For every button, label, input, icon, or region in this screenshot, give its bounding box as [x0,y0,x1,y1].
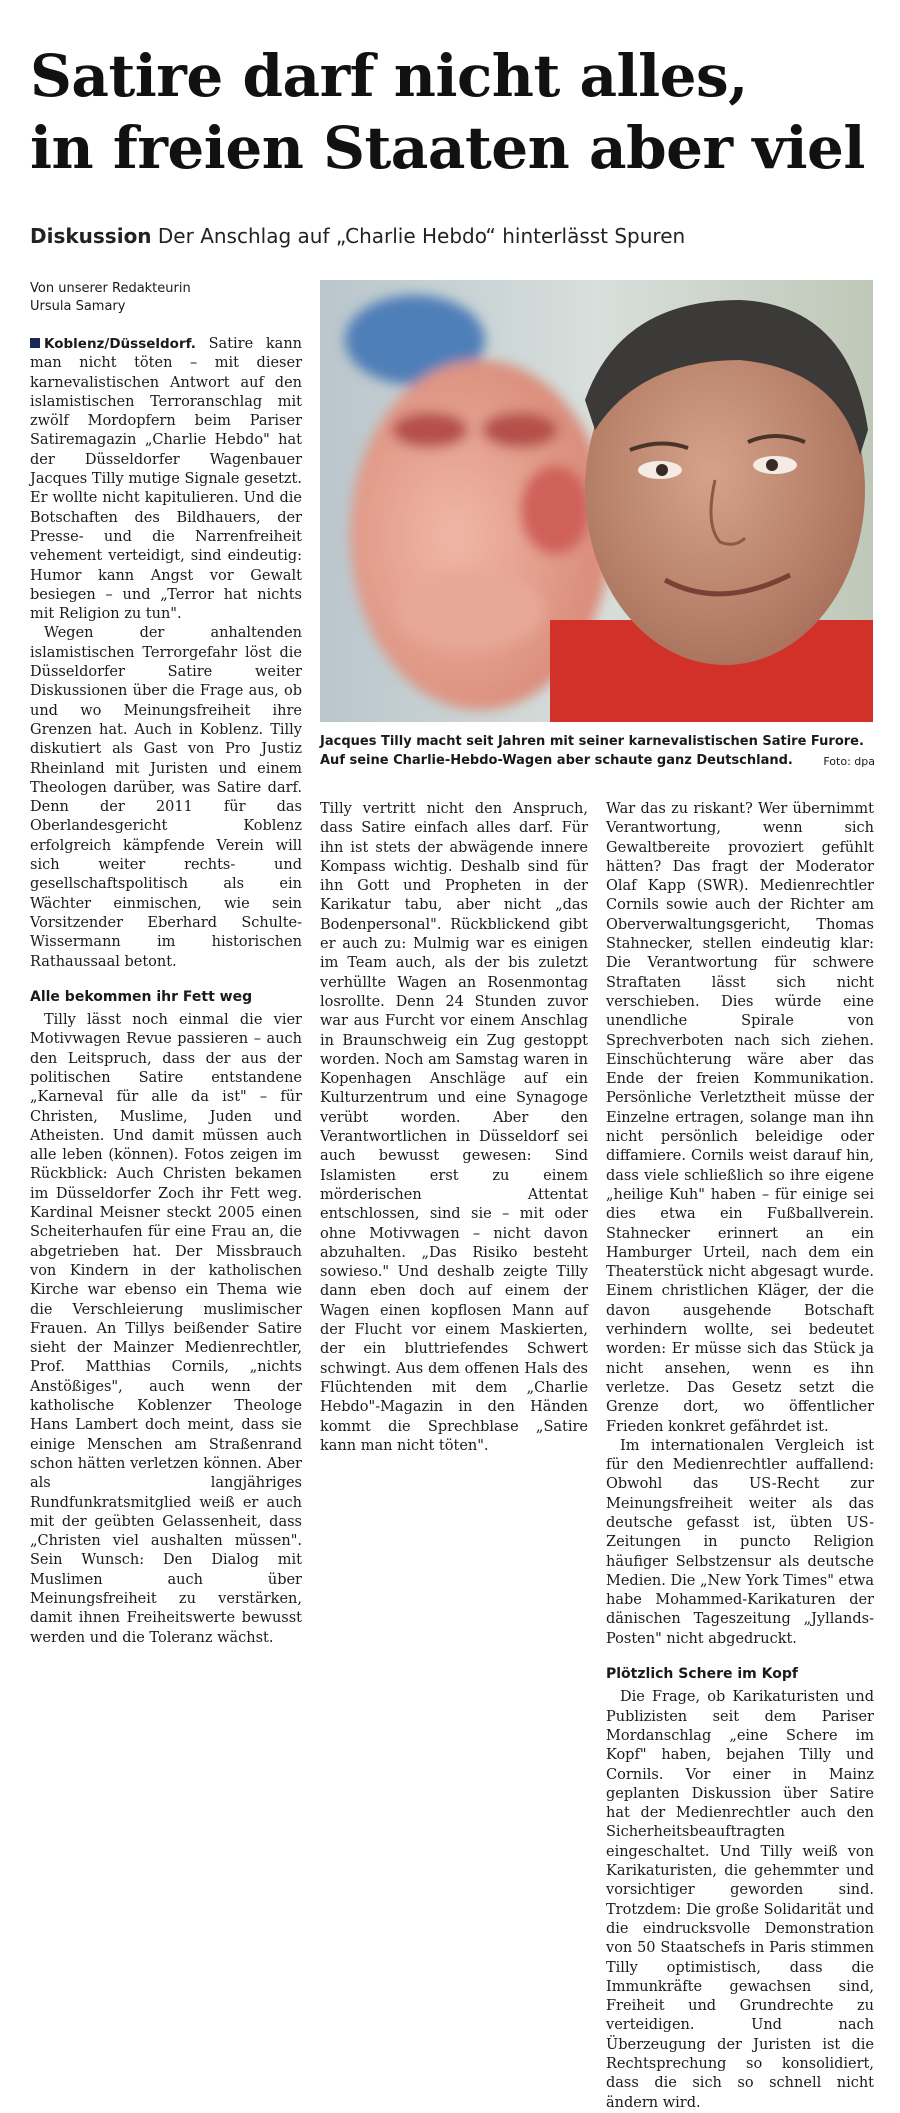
caption-line-2 [320,751,875,770]
headline-line-2: in freien Staaten aber viel [30,114,865,182]
article-column-2 [320,800,588,1456]
byline-author: Ursula Samary [30,299,126,314]
kicker: Diskussion [30,224,152,248]
byline [30,280,300,316]
article-column-1 [30,335,302,1648]
paragraph-6: Im internationalen Vergleich ist für den Medienrechtler auffallend: Obwohl das US-Recht zur Meinungsfreiheit weiter als das deutsche gefasst ist, übten US-Zeitungen in puncto Religion häufiger Selbstzensur als deutsche Medien. Die „New York Times" etwa habe Mohammed-Karikaturen der dänischen Tageszeitung „Jyllands-Posten" nicht abgedruckt. [606,1437,874,1647]
subheadline [30,224,880,248]
photo-credit: Foto: dpa [823,755,875,768]
lead-text: Satire kann man nicht töten – mit dieser karnevalistischen Antwort auf den islamistischen Terroranschlag mit zwölf Mordopfern beim Pariser Satiremagazin „Charlie Hebdo" hat der Düsseldorfer Wagenbauer Jacques Tilly mutige Signale gesetzt. Er wollte nicht kapitulieren. Und die Botschaften des Bildhauers, der Presse- und die Narrenfreiheit vehement verteidigt, sind eindeutig: Humor kann Angst vor Gewalt besiegen – und „Terror hat nichts mit Religion zu tun". [30,336,302,623]
lead-paragraph [30,335,302,624]
photo-caption [320,732,875,771]
byline-line-1: Von unserer Redakteurin [30,281,191,296]
paragraph-5: War das zu riskant? Wer übernimmt Verantwortung, wenn sich Gewaltbereite provoziert gefühlt hätten? Das fragt der Moderator Olaf Kapp (SWR). Medienrechtler Cornils sowie auch der Richter am Oberverwaltungsgericht, Thomas Stahnecker, stellen eindeutig klar: Die Verantwortung für schwere Straftaten lässt sich nicht verschieben. Dies würde eine unendliche Spirale von Sprechverboten nach sich ziehen. Einschüchterung wäre aber das Ende der freien Kommunikation. Persönliche Verletztheit müsse der Einzelne ertragen, solange man ihn nicht persönlich beleidige oder diffamiere. Cornils weist darauf hin, dass viele schließlich so ihre eigene „heilige Kuh" haben – für einige sei dies etwa ein Fußballverein. Stahnecker erinnert an ein Hamburger Urteil, nach dem ein Theaterstück nicht abgesagt wurde. Einem christlichen Kläger, der die davon ausgehende Botschaft verhindern wollte, sei bedeutet worden: Er müsse sich das Stück ja nicht ansehen, wenn es ihn verletze. Das Gesetz setzt die Grenze dort, wo öffentlicher Frieden konkret gefährdet ist. [606,801,874,1435]
subheading-2: Plötzlich Schere im Kopf [606,1666,798,1683]
paragraph-3: Tilly lässt noch einmal die vier Motivwagen Revue passieren – auch den Leitspruch, dass der aus der politischen Satire entstandene „Karneval für alle da ist" – für Christen, Muslime, Juden und Atheisten. Und damit müssen auch alle leben (können). Fotos zeigen im Rückblick: Auch Christen bekamen im Düsseldorfer Zoch ihr Fett weg. Kardinal Meisner steckt 2005 einen Scheiterhaufen für eine Frau an, die abgetrieben hat. Der Missbrauch von Kindern in der katholischen Kirche war ebenso ein Thema wie die Verschleierung muslimischer Frauen. An Tillys beißender Satire sieht der Mainzer Medienrechtler, Prof. Matthias Cornils, „nichts Anstößiges", auch wenn der katholische Koblenzer Theologe Hans Lambert doch meint, dass sie einige Menschen am Straßenrand schon hätten verletzen können. Aber als langjähriges Rundfunkratsmitglied weiß er auch mit der geübten Gelassenheit, dass „Christen viel aushalten müssen". Sein Wunsch: Den Dialog mit Muslimen auch über Meinungsfreiheit zu verstärken, damit ihnen Freiheitswerte bewusst werden und die Toleranz wächst. [30,1012,302,1646]
caption-line-1: Jacques Tilly macht seit Jahren mit seiner karnevalistischen Satire Furore. [320,734,864,749]
photo-illustration [320,280,873,722]
caption-line-2-text: Auf seine Charlie-Hebdo-Wagen aber schaute ganz Deutschland. [320,753,793,768]
article-column-3 [606,800,874,2113]
paragraph-4: Tilly vertritt nicht den Anspruch, dass Satire einfach alles darf. Für ihn ist stets der abwägende innere Kompass wichtig. Deshalb sind für ihn Gott und Propheten in der Karikatur tabu, aber nicht „das Bodenpersonal". Rückblickend gibt er auch zu: Mulmig war es einigen im Team auch, als der bis zuletzt verhüllte Wagen an Rosenmontag losrollte. Denn 24 Stunden zuvor war aus Furcht vor einem Anschlag in Braunschweig ein Zug gestoppt worden. Noch am Samstag waren in Kopenhagen Anschläge auf ein Kulturzentrum und eine Synagoge verübt worden. Aber den Verantwortlichen in Düsseldorf sei auch bewusst gewesen: Sind Islamisten erst zu einem mörderischen Attentat entschlossen, sind sie – mit oder ohne Motivwagen – nicht davon abzuhalten. „Das Risiko besteht sowieso." Und deshalb zeigte Tilly dann eben doch auf einem der Wagen einen kopflosen Mann auf der Flucht vor einem Maskierten, der ein bluttriefendes Schwert schwingt. Aus dem offenen Hals des Flüchtenden mit dem „Charlie Hebdo"-Magazin in den Händen kommt die Sprechblase „Satire kann man nicht töten". [320,801,588,1454]
paragraph-2: Wegen der anhaltenden islamistischen Terrorgefahr löst die Düsseldorfer Satire weiter Diskussionen über die Frage aus, ob und wo Meinungsfreiheit ihre Grenzen hat. Auch in Koblenz. Tilly diskutiert als Gast von Pro Justiz Rheinland mit Juristen und einem Theologen darüber, was Satire darf. Denn der 2011 für das Oberlandesgericht Koblenz erfolgreich kämpfende Verein will sich weiter rechts- und gesellschaftspolitisch als ein Wächter einmischen, wie sein Vorsitzender Eberhard Schulte-Wissermann im historischen Rathaussaal betont. [30,625,302,970]
subheading-1: Alle bekommen ihr Fett weg [30,988,253,1005]
headline [30,40,880,184]
paragraph-7: Die Frage, ob Karikaturisten und Publizisten seit dem Pariser Mordanschlag „eine Schere im Kopf" haben, bejahen Tilly und Cornils. Vor einer in Mainz geplanten Diskussion über Satire hat der Medienrechtler auch den Sicherheitsbeauftragten eingeschaltet. Und Tilly weiß von Karikaturisten, die gehemmter und vorsichtiger geworden sind. Trotzdem: Die große Solidarität und die eindrucksvolle Demonstration von 50 Staatschefs in Paris stimmen Tilly optimistisch, dass die Immunkräfte gewachsen sind, Freiheit und Grundrechte zu verteidigen. Und nach Überzeugung der Juristen ist die Rechtsprechung so konsolidiert, dass die sich so schnell nicht ändern wird. [606,1689,874,2111]
article-photo [320,280,873,722]
subhead-text: Der Anschlag auf „Charlie Hebdo“ hinterlässt Spuren [157,224,686,248]
dateline: Koblenz/Düsseldorf. [30,336,196,352]
headline-line-1: Satire darf nicht alles, [30,42,748,110]
